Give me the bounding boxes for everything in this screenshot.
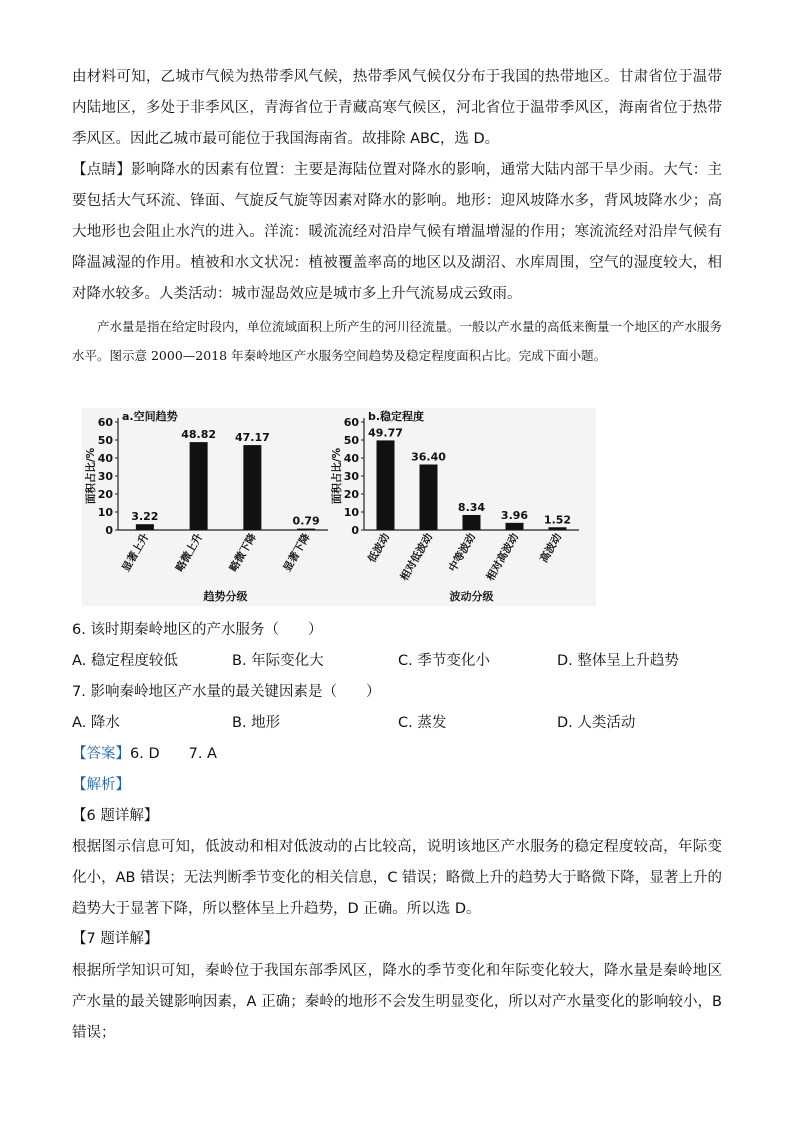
chart-a-ytick-label: 30 bbox=[97, 470, 113, 483]
tip-label: 【点睛】 bbox=[72, 162, 132, 178]
chart-b-xlabel: 波动分级 bbox=[449, 590, 494, 603]
chart-b-category-label: 相对高波动 bbox=[484, 531, 522, 583]
answer-label: 【答案】 bbox=[72, 746, 130, 762]
question-6: 6. 该时期秦岭地区的产水服务（ ） bbox=[72, 622, 323, 638]
chart-a-bar bbox=[243, 445, 261, 530]
chart-a-category-label: 显著上升 bbox=[120, 531, 152, 574]
chart-a-value-label: 47.17 bbox=[234, 431, 270, 445]
chart-b-category-label: 低波动 bbox=[365, 531, 393, 565]
chart-a-ytick-label: 60 bbox=[97, 416, 113, 429]
chart-b-bar bbox=[549, 527, 567, 530]
chart-b-ytick-label: 0 bbox=[351, 524, 359, 537]
chart-a-ytick-label: 10 bbox=[97, 506, 113, 519]
chart-a-ytick-label: 40 bbox=[97, 452, 113, 465]
tip-text: 影响降水的因素有位置：主要是海陆位置对降水的影响，通常大陆内部干旱少雨。大气：主要包括大气环流、锋面、气旋反气旋等因素对降水的影响。地形：迎风坡降水多，背风坡降水少；高大地形也会阻止水汽的进入。洋流：暖流流经对沿岸气候有增温增湿的作用；寒流流经对沿岸气候有降温减湿的作用。植被和水文状况：植被覆盖率高的地区以及湖沼、水库周围，空气的湿度较大，相对降水较多。人类活动：城市湿岛效应是城市多上升气流易成云致雨。 bbox=[72, 162, 723, 302]
chart-b-ytick-label: 60 bbox=[343, 416, 359, 429]
answer-line bbox=[72, 744, 217, 764]
chart-b-ytick-label: 30 bbox=[343, 470, 359, 483]
q6-option-c: C. 季节变化小 bbox=[398, 653, 490, 669]
chart-a-bar bbox=[190, 442, 208, 530]
chart-a-bar bbox=[136, 524, 154, 530]
chart-b-stability bbox=[328, 408, 596, 606]
q7-detail-text: 根据所学知识可知，秦岭位于我国东部季风区，降水的季节变化和年际变化较大，降水量是秦岭地区产水量的最关键影响因素，A 正确；秦岭的地形不会发生明显变化，所以对产水量变化的影响较小，B 错误； bbox=[72, 963, 722, 1041]
chart-a-category-label: 略微下降 bbox=[227, 531, 259, 574]
chart-b-value-label: 8.34 bbox=[457, 500, 486, 514]
paragraph-tip bbox=[72, 155, 722, 310]
chart-a-title: a.空间趋势 bbox=[122, 410, 178, 423]
material-intro: 产水量是指在给定时段内，单位流域面积上所产生的河川径流量。一般以产水量的高低来衡量一个地区的产水服务水平。图示意 2000—2018 年秦岭地区产水服务空间趋势及稳定程度面积占比。完成下面小题。 bbox=[72, 319, 723, 363]
q7-option-d: D. 人类活动 bbox=[557, 715, 636, 731]
chart-a-category-label: 显著下降 bbox=[281, 531, 313, 574]
chart-a-bar bbox=[297, 529, 315, 530]
chart-b-ytick-label: 20 bbox=[343, 488, 359, 501]
q7-option-b: B. 地形 bbox=[232, 715, 281, 731]
chart-b-value-label: 36.40 bbox=[411, 450, 446, 464]
chart-a-value-label: 0.79 bbox=[292, 514, 320, 528]
q7-detail-label: 【7 题详解】 bbox=[72, 931, 159, 947]
chart-b-ytick-label: 50 bbox=[343, 434, 359, 447]
chart-a-ytick-label: 0 bbox=[105, 524, 113, 537]
chart-b-bar bbox=[506, 523, 524, 530]
q6-option-a: A. 稳定程度较低 bbox=[72, 653, 178, 669]
chart-b-bar bbox=[463, 515, 481, 530]
chart-a-spatial-trend bbox=[82, 408, 350, 606]
chart-a-value-label: 48.82 bbox=[181, 428, 217, 442]
chart-b-value-label: 49.77 bbox=[368, 426, 403, 440]
analysis-label: 【解析】 bbox=[72, 777, 130, 793]
chart-a-xlabel: 趋势分级 bbox=[203, 590, 248, 603]
chart-a-value-label: 3.22 bbox=[131, 510, 159, 524]
chart-b-value-label: 3.96 bbox=[500, 508, 529, 522]
chart-b-ylabel: 面积占比/% bbox=[331, 447, 343, 505]
chart-b-title: b.稳定程度 bbox=[368, 410, 425, 423]
chart-a-ytick-label: 50 bbox=[97, 434, 113, 447]
q7-option-a: A. 降水 bbox=[72, 715, 120, 731]
q6-option-b: B. 年际变化大 bbox=[232, 653, 324, 669]
chart-b-category-label: 高波动 bbox=[537, 531, 565, 565]
paragraph-analysis-continued: 由材料可知，乙城市气候为热带季风气候，热带季风气候仅分布于我国的热带地区。甘肃省位于温带内陆地区，多处于非季风区，青海省位于青藏高寒气候区，河北省位于温带季风区，海南省位于热带季风区。因此乙城市最可能位于我国海南省。故排除 ABC，选 D。 bbox=[72, 69, 722, 147]
chart-b-ytick-label: 10 bbox=[343, 506, 359, 519]
chart-b-category-label: 中等波动 bbox=[446, 531, 479, 574]
question-7: 7. 影响秦岭地区产水量的最关键因素是（ ） bbox=[72, 684, 381, 700]
chart-a-category-label: 略微上升 bbox=[173, 531, 206, 574]
chart-b-category-label: 相对低波动 bbox=[398, 531, 436, 583]
q7-option-c: C. 蒸发 bbox=[398, 715, 447, 731]
answer-text: 6. D 7. A bbox=[130, 746, 217, 762]
chart-b-bar bbox=[377, 440, 395, 530]
chart-a-ylabel: 面积占比/% bbox=[85, 447, 97, 505]
chart-a-ytick-label: 20 bbox=[97, 488, 113, 501]
q6-option-d: D. 整体呈上升趋势 bbox=[557, 653, 679, 669]
q6-detail-label: 【6 题详解】 bbox=[72, 808, 159, 824]
chart-b-ytick-label: 40 bbox=[343, 452, 359, 465]
chart-b-bar bbox=[420, 464, 438, 530]
chart-b-value-label: 1.52 bbox=[543, 513, 572, 527]
q6-detail-text: 根据图示信息可知，低波动和相对低波动的占比较高，说明该地区产水服务的稳定程度较高，年际变化小，AB 错误；无法判断季节变化的相关信息，C 错误；略微上升的趋势大于略微下降，显著上升的趋势大于显著下降，所以整体呈上升趋势，D 正确。所以选 D。 bbox=[72, 839, 722, 917]
